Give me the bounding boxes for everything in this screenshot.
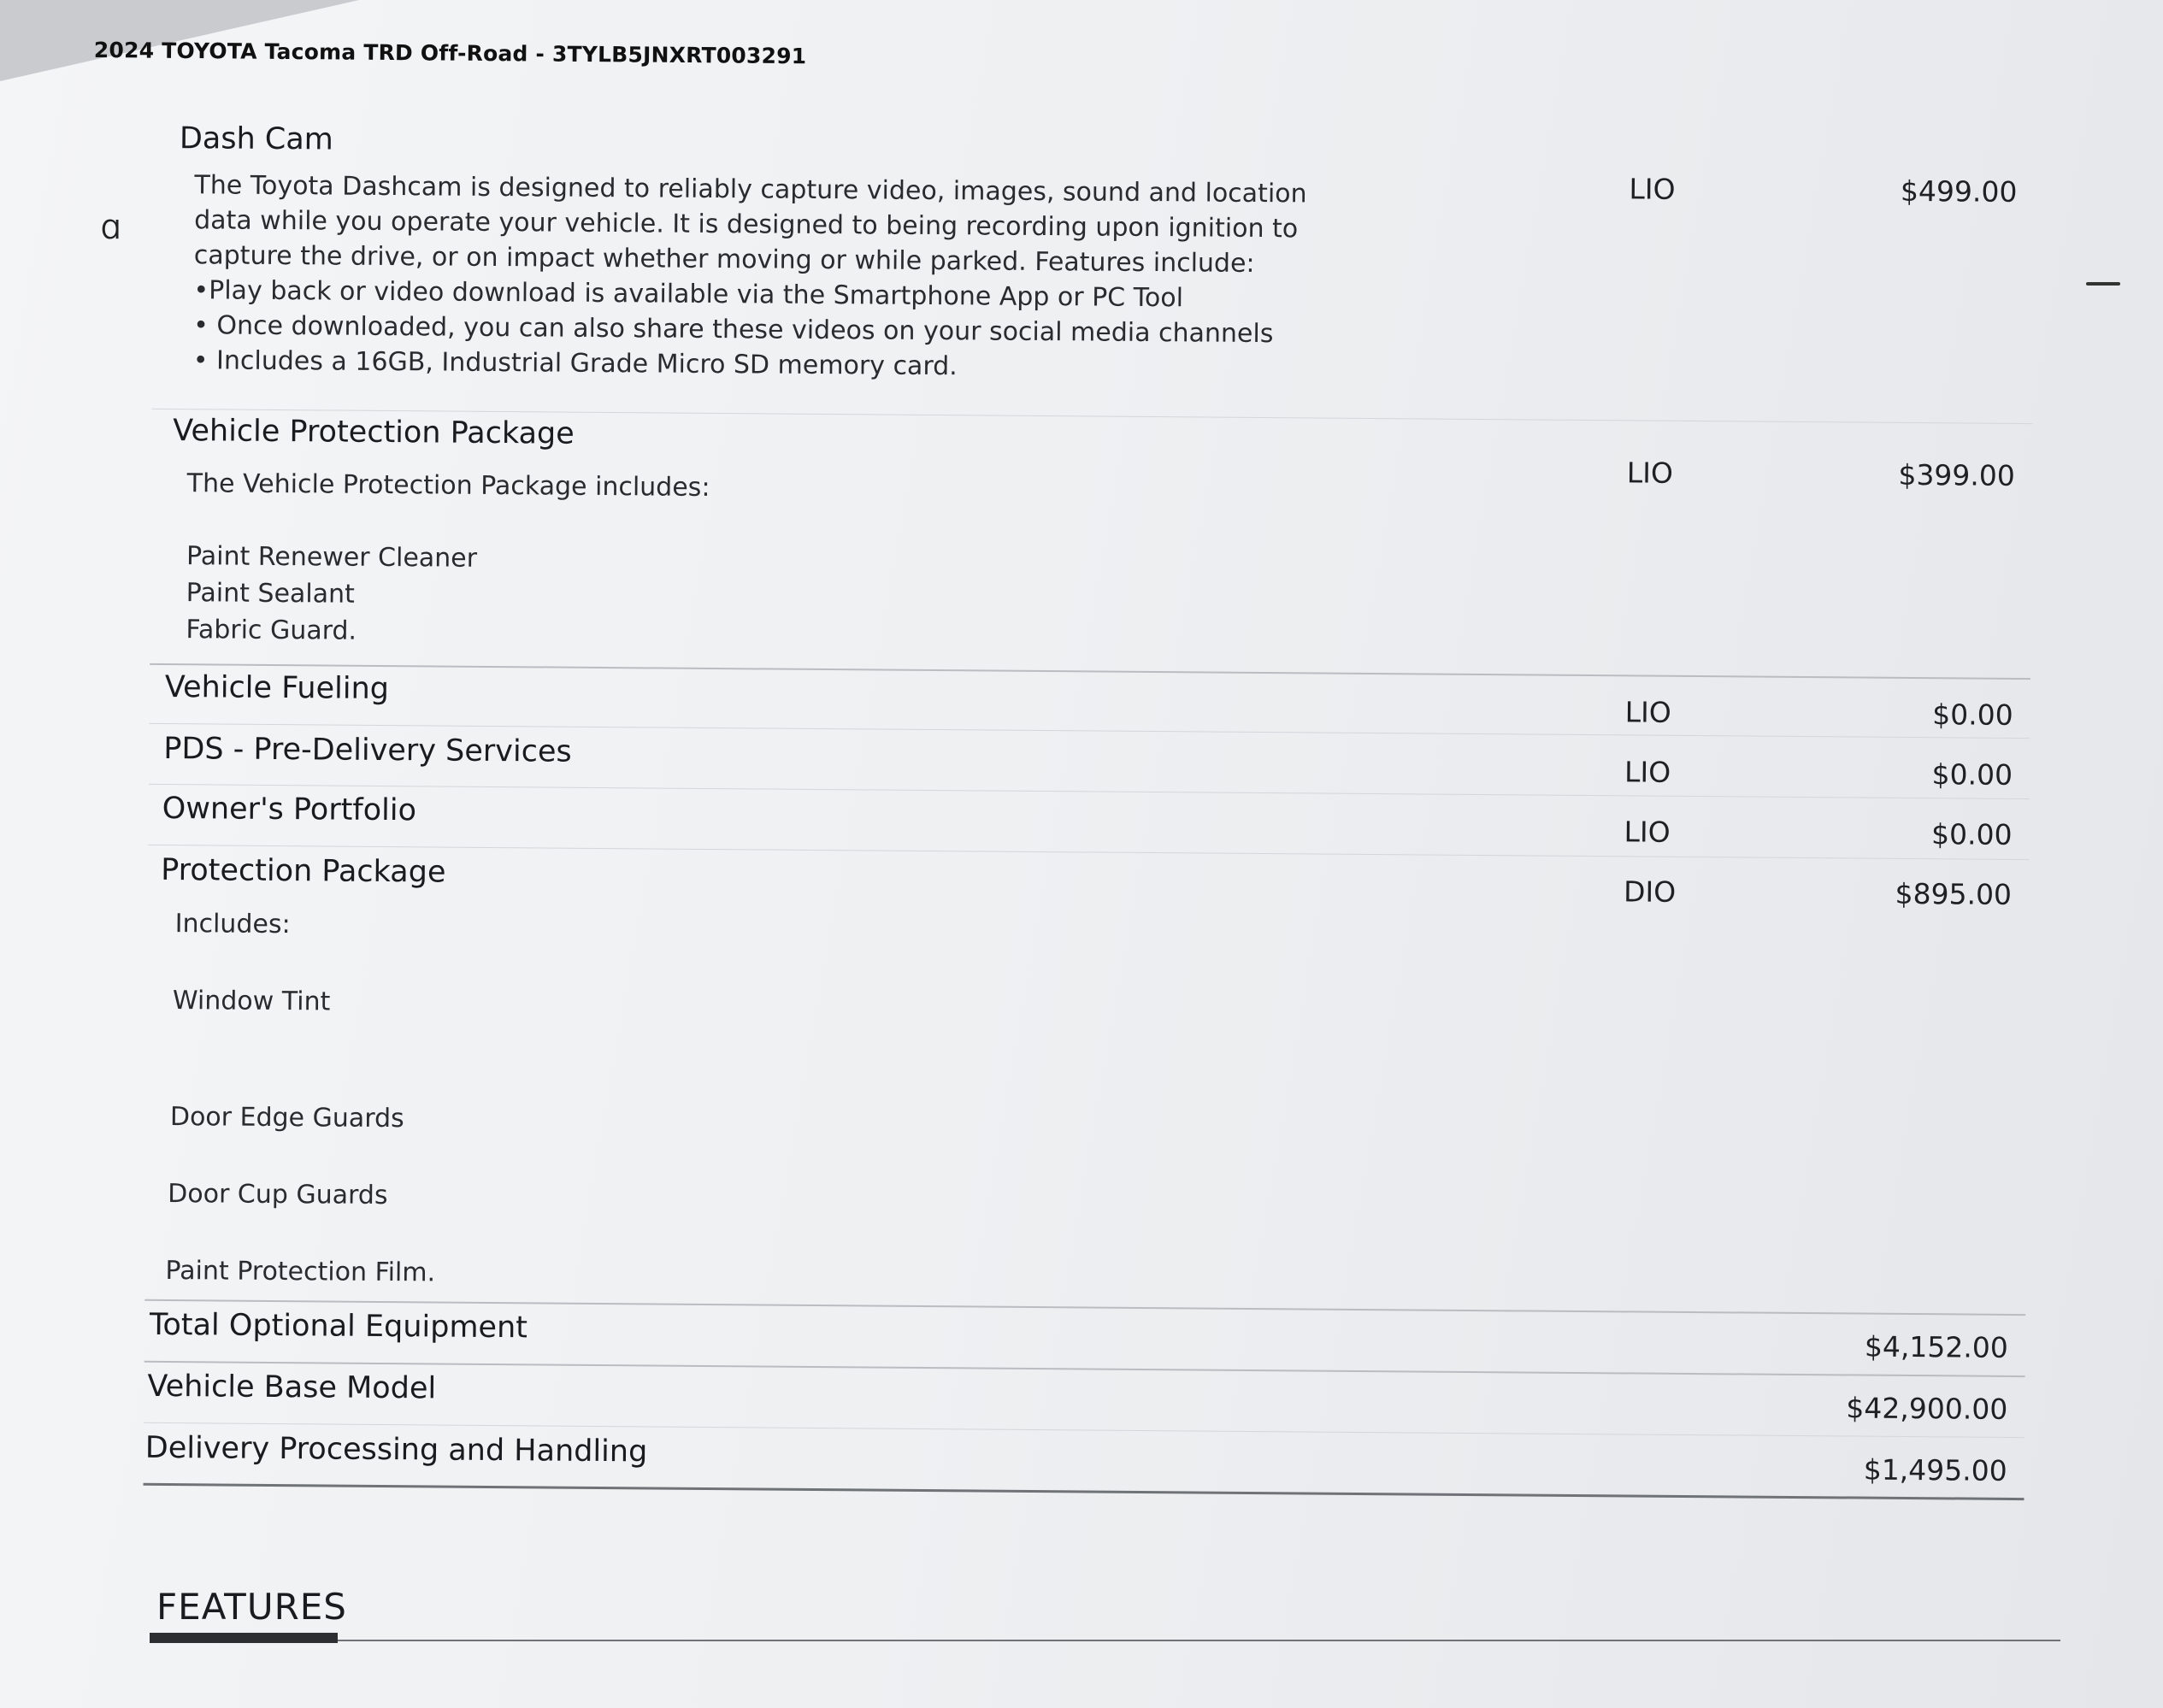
item-price-protection-package: $895.00 <box>1895 876 2013 911</box>
pen-mark <box>2086 282 2120 286</box>
item-desc-line: • Includes a 16GB, Industrial Grade Micro SD memory card. <box>192 345 958 382</box>
item-content-line: Window Tint <box>172 986 331 1017</box>
item-name-vehicle-protection: Vehicle Protection Package <box>173 414 575 451</box>
item-price-owners-portfolio: $0.00 <box>1930 817 2013 851</box>
item-intro: Includes: <box>174 909 291 940</box>
row-divider <box>149 784 2030 799</box>
item-name-owners-portfolio: Owner's Portfolio <box>162 791 417 828</box>
item-name-protection-package: Protection Package <box>161 852 446 890</box>
item-name-dash-cam: Dash Cam <box>179 121 333 157</box>
total-optional-equipment-label: Total Optional Equipment <box>149 1307 528 1346</box>
vehicle-base-model-value: $42,900.00 <box>1846 1391 2008 1426</box>
item-content-line: Paint Renewer Cleaner <box>186 541 478 574</box>
totals-bottom-rule <box>144 1483 2024 1500</box>
item-desc-line: •Play back or video download is available via the Smartphone App or PC Tool <box>193 275 1184 314</box>
vehicle-base-model-label: Vehicle Base Model <box>147 1369 437 1406</box>
total-optional-equipment-value: $4,152.00 <box>1864 1329 2009 1364</box>
item-desc-line: • Once downloaded, you can also share these videos on your social media channels <box>193 310 1274 350</box>
item-name-vehicle-fueling: Vehicle Fueling <box>164 669 390 707</box>
item-content-line: Door Cup Guards <box>168 1179 388 1211</box>
item-intro: The Vehicle Protection Package includes: <box>186 468 710 503</box>
item-code-protection-package: DIO <box>1623 875 1677 909</box>
item-code-vehicle-fueling: LIO <box>1624 695 1671 729</box>
pen-mark: Ɑ <box>101 215 121 245</box>
item-price-vehicle-fueling: $0.00 <box>1932 698 2013 732</box>
item-content-line: Fabric Guard. <box>186 615 357 646</box>
item-content-line: Door Edge Guards <box>169 1102 404 1134</box>
item-price-pds: $0.00 <box>1931 757 2013 792</box>
item-desc-line: data while you operate your vehicle. It is designed to being recording upon ignition to <box>194 205 1299 244</box>
item-code-vehicle-protection: LIO <box>1626 456 1674 490</box>
item-code-owners-portfolio: LIO <box>1624 815 1671 849</box>
item-content-line: Paint Sealant <box>186 578 356 610</box>
item-desc-line: The Toyota Dashcam is designed to reliably capture video, images, sound and location <box>194 170 1307 209</box>
item-code-pds: LIO <box>1624 755 1671 789</box>
row-divider <box>150 663 2030 680</box>
item-name-pds: PDS - Pre-Delivery Services <box>163 731 572 769</box>
features-heading: FEATURES <box>156 1586 347 1628</box>
delivery-processing-value: $1,495.00 <box>1863 1452 2007 1487</box>
features-rule <box>150 1640 2060 1641</box>
item-desc-line: capture the drive, or on impact whether moving or while parked. Features include: <box>193 240 1255 279</box>
item-price-vehicle-protection: $399.00 <box>1898 457 2016 492</box>
item-price-dash-cam: $499.00 <box>1900 174 2018 209</box>
document-header: 2024 TOYOTA Tacoma TRD Off-Road - 3TYLB5JNXRT003291 <box>93 38 807 69</box>
item-code-dash-cam: LIO <box>1629 172 1676 206</box>
item-content-line: Paint Protection Film. <box>165 1255 436 1288</box>
delivery-processing-label: Delivery Processing and Handling <box>144 1430 648 1469</box>
features-underline-bar <box>150 1633 338 1643</box>
